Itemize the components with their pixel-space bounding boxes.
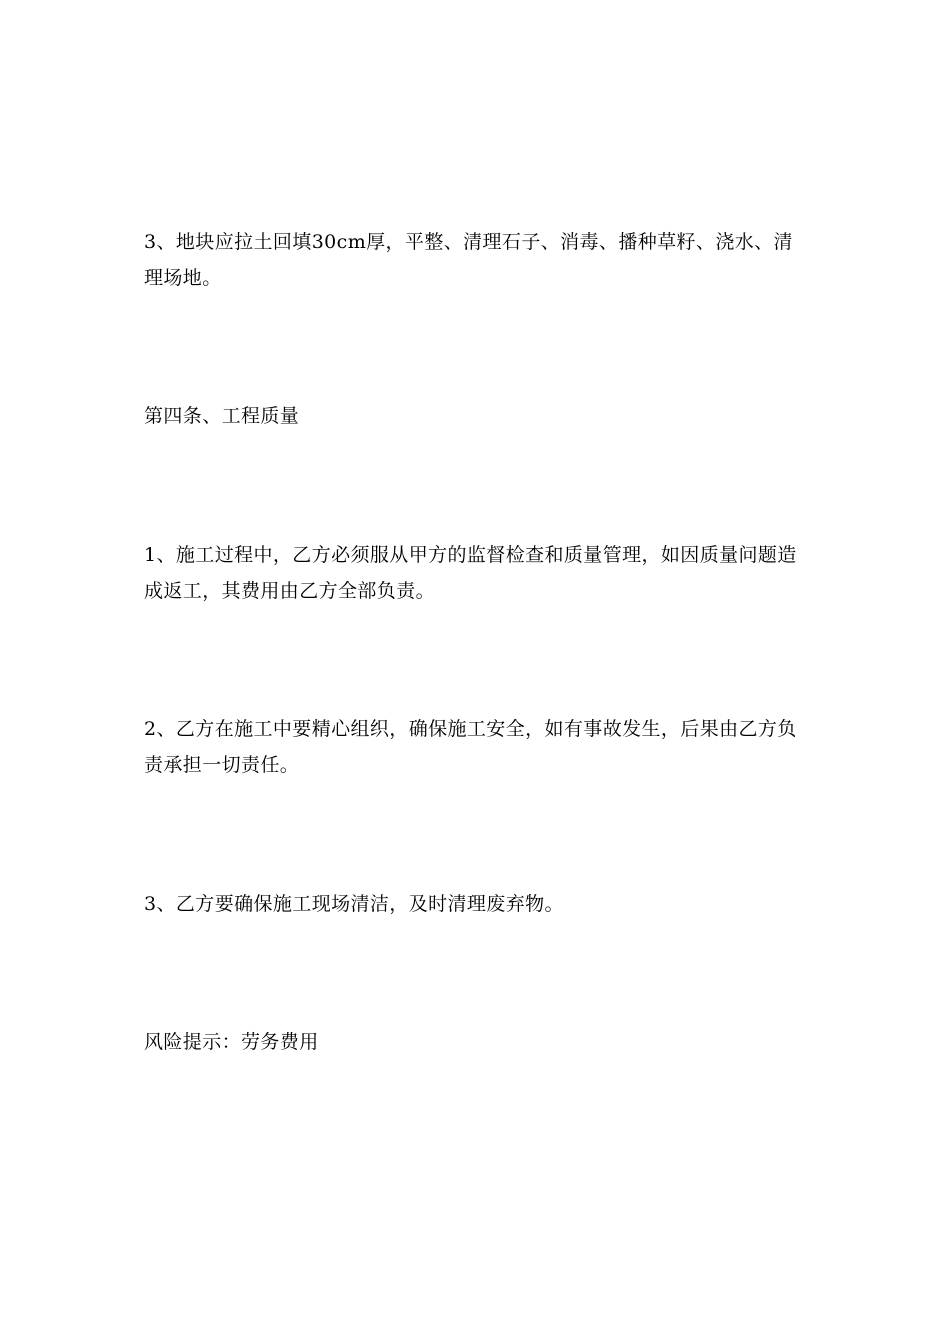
risk-notice: 风险提示：劳务费用 bbox=[144, 1031, 319, 1053]
article-4-heading: 第四条、工程质量 bbox=[144, 405, 300, 427]
clause-3-site-cleanliness: 3、乙方要确保施工现场清洁，及时清理废弃物。 bbox=[144, 893, 564, 915]
clause-3-land-backfill: 3、地块应拉土回填30cm厚，平整、清理石子、消毒、播种草籽、浇水、清理场地。 bbox=[144, 231, 793, 289]
clause-2-construction-safety: 2、乙方在施工中要精心组织，确保施工安全，如有事故发生，后果由乙方负责承担一切责任。 bbox=[144, 718, 797, 776]
clause-1-quality-supervision: 1、施工过程中，乙方必须服从甲方的监督检查和质量管理，如因质量问题造成返工，其费用由乙方全部负责。 bbox=[144, 544, 797, 602]
